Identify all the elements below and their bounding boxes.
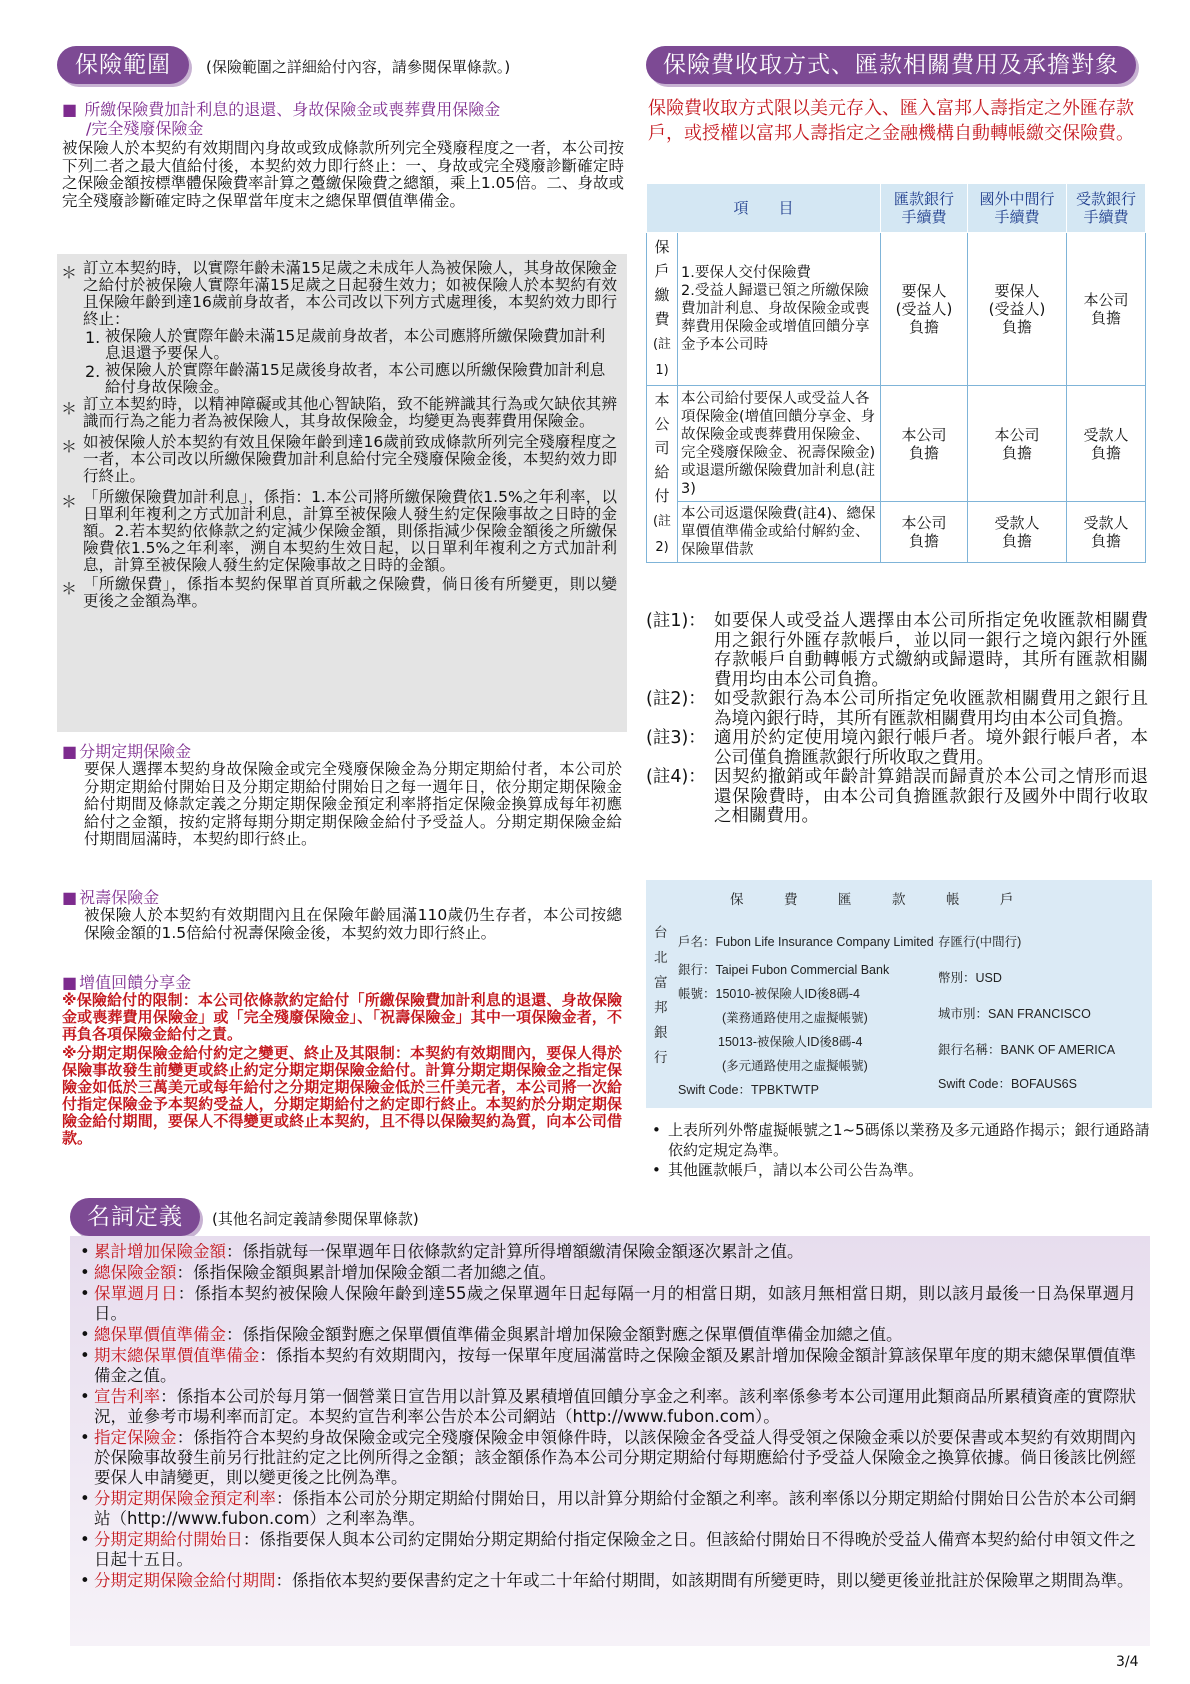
row-item: 1.要保人交付保險費 2.受益人歸還已領之所繳保險費加計利息、身故保險金或喪葬費用保險金或增值回饋分享金予本公司時 (678, 233, 881, 386)
definition-text (94, 1284, 1136, 1324)
definition-body: ：係指符合本契約身故保險金或完全殘廢保險金申領條件時，以該保險金各受益人得受領之保險金乘以於要保書或本契約有效期間內於保險事故發生前另行批註約定之比例所得之金額；該金額係作為本公司分期定期給付每期應給付予受益人保險金之換算依據。倘日後該比例經要保人申請變更，則以變更後之比例為準。 (94, 1428, 1137, 1487)
definition-body: ：係指本公司於每月第一個營業日宣告用以計算及累積增值回饋分享金之利率。該利率係參考本公司運用此類商品所累積資產的實際狀況，並參考市場利率而訂定。本契約宣告利率公告於本公司網站（http://www.fubon.com）。 (94, 1387, 1137, 1426)
note-item: ＊ 如被保險人於本契約有效且保險年齡到達16歲前致成條款所列完全殘廢程度之一者，本公司改以所繳保險費加計利息給付完全殘廢保險金後，本契約效力即行終止。 (61, 433, 617, 485)
refund-heading: ■ 所繳保險費加計利息的退還、身故保險金或喪葬費用保險金 /完全殘廢保險金 (62, 100, 624, 138)
row-intermediary: 本公司 負擔 (968, 386, 1067, 502)
payment-limit-warning: ※保險給付的限制：本公司依條款約定給付「所繳保險費加計利息的退還、身故保險金或喪葬費用保險金」或「完全殘廢保險金」、「祝壽保險金」其中一項保險金者，不再負各項保險金給付之責。 (62, 991, 622, 1043)
definition-body: ：係指就每一保單週年日依條款約定計算所得增額繳清保險金額逐次累計之值。 (226, 1242, 804, 1261)
fees-title: 保險費收取方式、匯款相關費用及承擔對象 (646, 46, 1136, 84)
bank-box-header: 保 費 匯 款 帳 戶 (730, 892, 1014, 907)
installment-change-warning: ※分期定期保險金給付約定之變更、終止及其限制：本契約有效期間內，要保人得於保險事故發生前變更或終止約定分期定期保險金給付。計算分期定期保險金之指定保險金如低於三萬美元或每年給付之分期定期保險金低於三仟美元者，本公司將一次給付指定保險金予本契約受益人，分期定期給付之約定即行終止。本契約於分期定期保險金給付期間，要保人不得變更或終止本契約，且不得以保險契約為質，向本公司借款。 (62, 1044, 622, 1147)
installment-section (62, 742, 622, 849)
note-item: ＊ 「所繳保費」，係指本契約保單首頁所載之保險費，倘日後有所變更，則以變更後之金額為準。 (61, 575, 617, 610)
row-remit: 本公司 負擔 (881, 502, 968, 563)
installment-heading: ■ 分期定期保險金 (62, 742, 622, 761)
definition-body: ：係指本契約被保險人保險年齡到達55歲之保單週年日起每隔一月的相當日期，如該月無相當日期，則以該月最後一日為保單週月日。 (94, 1284, 1137, 1323)
refund-body: 被保險人於本契約有效期間內身故或致成條款所列完全殘廢程度之一者，本公司按下列二者之最大值給付後，本契約效力即行終止：一、身故或完全殘廢診斷確定時之保險金額按標準體保險費率計算之躉繳保險費之總額，乘上1.05倍。二、身故或完全殘廢診斷確定時之保單當年度末之總保單價值準備金。 (62, 139, 624, 210)
definitions-box (70, 1236, 1150, 1646)
account-number-1-note: (業務通路使用之虛擬帳號) (722, 1011, 868, 1025)
definition-term: 分期定期給付開始日 (94, 1530, 243, 1549)
definition-item (80, 1489, 1136, 1529)
row-intermediary: 受款人 負擔 (968, 502, 1067, 563)
definition-bullet: • (80, 1428, 90, 1447)
definition-body: ：係指保險金額與累計增加保險金額二者加總之值。 (176, 1263, 556, 1282)
row-remit: 要保人 (受益人) 負擔 (881, 233, 968, 386)
definition-bullet: • (80, 1530, 90, 1549)
definition-item (80, 1263, 1136, 1283)
bank-side-label: 台 北 富 邦 銀 行 (654, 925, 668, 1065)
definition-bullet: • (80, 1571, 90, 1590)
header-intermediary: 國外中間行 手續費 (968, 184, 1067, 233)
account-number-2-note: (多元通路使用之虛擬帳號) (722, 1059, 868, 1073)
definition-body: ：係指本契約有效期間內，按每一保單年度屆滿當時之保險金額及累計增加保險金額計算該保單年度的期末總保單價值準備金之值。 (94, 1346, 1137, 1385)
definition-text (94, 1263, 1136, 1283)
definitions-subtitle: (其他名詞定義請參閱保單條款) (212, 1210, 419, 1228)
bank-bullets (652, 1120, 1150, 1180)
definition-text (94, 1346, 1136, 1386)
definition-item (80, 1571, 1136, 1591)
definition-bullet: • (80, 1263, 90, 1282)
notes-box (57, 254, 627, 732)
bank-bullet: • 其他匯款帳戶，請以本公司公告為準。 (652, 1161, 924, 1179)
header-receiving: 受款銀行 手續費 (1067, 184, 1146, 233)
definition-text (94, 1242, 1136, 1262)
row-remit: 本公司 負擔 (881, 386, 968, 502)
coverage-title: 保險範圍 (57, 46, 189, 84)
definition-item (80, 1387, 1136, 1427)
definition-term: 期末總保單價值準備金 (94, 1346, 260, 1365)
definition-bullet: • (80, 1387, 90, 1406)
definition-item (80, 1346, 1136, 1386)
page-number: 3/4 (1116, 1654, 1139, 1670)
definitions-title: 名詞定義 (70, 1198, 200, 1236)
definition-term: 宣告利率 (94, 1387, 161, 1406)
definition-bullet: • (80, 1325, 90, 1344)
definition-item (80, 1325, 1136, 1345)
table-row (647, 502, 1146, 563)
definition-term: 保單週月日 (94, 1284, 178, 1303)
definition-bullet: • (80, 1489, 90, 1508)
definition-item (80, 1284, 1136, 1324)
definition-text (94, 1571, 1136, 1591)
dividend-section (62, 973, 622, 1147)
definition-body: ：係指要保人與本公司約定開始分期定期給付指定保險金之日。但該給付開始日不得晚於受益人備齊本契約給付申領文件之日起十五日。 (94, 1530, 1137, 1569)
intermediary-bank: 存匯行(中間行) (938, 935, 1022, 949)
longevity-body: 被保險人於本契約有效期間內且在保險年齡屆滿110歲仍生存者，本公司按總保險金額的1.5倍給付祝壽保險金後，本契約效力即行終止。 (84, 906, 622, 942)
definition-term: 總保單價值準備金 (94, 1325, 226, 1344)
row-item: 本公司給付要保人或受益人各項保險金(增值回饋分享金、身故保險金或喪葬費用保險金、完全殘廢保險金、祝壽保險金)或退還所繳保險費加計利息(註3) (678, 386, 881, 502)
table-row (647, 233, 1146, 386)
fees-intro: 保險費收取方式限以美元存入、匯入富邦人壽指定之外匯存款戶，或授權以富邦人壽指定之金融機構自動轉帳繳交保險費。 (648, 98, 1134, 144)
row-group-label: 保 戶 繳 費 (註1) (647, 233, 678, 386)
note-item: ＊ 「所繳保險費加計利息」，係指：1.本公司將所繳保險費依1.5%之年利率，以日單利年複利之方式加計利息，計算至被保險人發生約定保險事故之日時的金額。2.若本契約依條款之約定減少保險金額，則係指減少保險金額後之所繳保險費依1.5%之年利率，溯自本契約生效日起，以日單利年複利之方式加計利息，計算至被保險人發生約定保險事故之日時的金額。 (61, 488, 617, 574)
note-item: ＊ 訂立本契約時，以精神障礙或其他心智缺陷，致不能辨識其行為或欠缺依其辨識而行為之能力者為被保險人，其身故保險金，均變更為喪葬費用保險金。 (61, 395, 617, 430)
definition-item (80, 1428, 1136, 1488)
definition-term: 分期定期保險金預定利率 (94, 1489, 276, 1508)
definition-text (94, 1387, 1136, 1427)
definition-term: 總保險金額 (94, 1263, 177, 1282)
definition-bullet: • (80, 1242, 90, 1261)
bank-account-box (646, 880, 1152, 1108)
definition-term: 指定保險金 (94, 1428, 177, 1447)
bank-name: 銀行：Taipei Fubon Commercial Bank (678, 963, 890, 977)
note-item: ＊ 訂立本契約時，以實際年齡未滿15足歲之未成年人為被保險人，其身故保險金之給付於被保險人實際年滿15足歲之日起發生效力；如被保險人於本契約有效且保險年齡到達16歲前身故者，本公司改以下列方式處理後，本契約效力即行終止： (61, 259, 617, 328)
swift-code-left: Swift Code：TPBKTWTP (678, 1083, 819, 1097)
fee-note: (註2)： 如受款銀行為本公司所指定免收匯款相關費用之銀行且為境內銀行時，其所有匯款相關費用均由本公司負擔。 (646, 689, 1148, 729)
definition-term: 累計增加保險金額 (94, 1242, 226, 1261)
account-name: 戶名：Fubon Life Insurance Company Limited (678, 935, 934, 949)
table-row (647, 386, 1146, 502)
definition-bullet: • (80, 1284, 90, 1303)
fee-notes (646, 612, 1148, 827)
fee-note: (註3)： 適用於約定使用境內銀行帳戶者。境外銀行帳戶者，本公司僅負擔匯款銀行所收取之費用。 (646, 728, 1148, 768)
definitions-list (70, 1236, 1150, 1591)
row-group-label: 本 公 司 給 付 (註2) (647, 386, 678, 563)
definition-text (94, 1489, 1136, 1529)
definition-body: ：係指保險金額對應之保單價值準備金與累計增加保險金額對應之保單價值準備金加總之值。 (226, 1325, 903, 1344)
installment-body: 要保人選擇本契約身故保險金或完全殘廢保險金為分期定期給付者，本公司於分期定期給付開始日及分期定期給付開始日之每一週年日，依分期定期保險金給付期間及條款定義之分期定期保險金預定利率將指定保險金換算成每年初應給付之金額，按約定將每期分期定期保險金給付予受益人。分期定期保險金給付期間屆滿時，本契約即行終止。 (84, 760, 622, 848)
longevity-heading: ■ 祝壽保險金 (62, 888, 622, 907)
refund-section (62, 100, 624, 210)
definition-body: ：係指本公司於分期定期給付開始日，用以計算分期給付金額之利率。該利率係以分期定期給付開始日公告於本公司網站（http://www.fubon.com）之利率為準。 (94, 1489, 1137, 1528)
definition-bullet: • (80, 1346, 90, 1365)
fees-table (646, 183, 1146, 563)
account-number-1: 帳號：15010-被保險人ID後8碼-4 (678, 987, 860, 1001)
definition-term: 分期定期保險金給付期間 (94, 1571, 276, 1590)
row-receiving: 受款人 負擔 (1067, 386, 1146, 502)
fees-table-header (647, 184, 1146, 233)
definition-item (80, 1530, 1136, 1570)
row-item: 本公司返還保險費(註4)、總保單價值準備金或給付解約金、保險單借款 (678, 502, 881, 563)
fee-note: (註1)： 如要保人或受益人選擇由本公司所指定免收匯款相關費用之銀行外匯存款帳戶，並以同一銀行之境內銀行外匯存款帳戶自動轉帳方式繳納或歸還時，其所有匯款相關費用均由本公司負擔。 (646, 611, 1148, 690)
note-sub-item: 2. 被保險人於實際年齡滿15足歲後身故者，本公司應以所繳保險費加計利息給付身故保險金。 (85, 361, 606, 396)
definition-body: ：係指依本契約要保書約定之十年或二十年給付期間，如該期間有所變更時，則以變更後並批註於保險單之期間為準。 (275, 1571, 1134, 1590)
bank-bullet: • 上表所列外幣虛擬帳號之1~5碼係以業務及多元通路作揭示；銀行通路請依約定規定為準。 (652, 1121, 1150, 1159)
definition-text (94, 1325, 1136, 1345)
note-sub-item: 1. 被保險人於實際年齡未滿15足歲前身故者，本公司應將所繳保險費加計利息退還予要保人。 (85, 327, 606, 362)
definition-item (80, 1242, 1136, 1262)
intermediary-bank-name: 銀行名稱：BANK OF AMERICA (938, 1043, 1116, 1057)
fee-note: (註4)： 因契約撤銷或年齡計算錯誤而歸責於本公司之情形而退還保險費時，由本公司負擔匯款銀行及國外中間行收取之相關費用。 (646, 767, 1148, 826)
row-receiving: 本公司 負擔 (1067, 233, 1146, 386)
account-number-2: 15013-被保險人ID後8碼-4 (718, 1035, 863, 1049)
header-item: 項 目 (647, 184, 881, 233)
currency: 幣別：USD (938, 971, 1002, 985)
definition-text (94, 1530, 1136, 1570)
coverage-subtitle: (保險範圍之詳細給付內容，請參閱保單條款。) (206, 58, 511, 76)
city: 城市別：SAN FRANCISCO (938, 1007, 1091, 1021)
longevity-section (62, 888, 622, 942)
dividend-heading: ■ 增值回饋分享金 (62, 973, 622, 992)
definition-text (94, 1428, 1136, 1488)
header-remit: 匯款銀行 手續費 (881, 184, 968, 233)
row-intermediary: 要保人 (受益人) 負擔 (968, 233, 1067, 386)
swift-code-right: Swift Code：BOFAUS6S (938, 1077, 1077, 1091)
row-receiving: 受款人 負擔 (1067, 502, 1146, 563)
